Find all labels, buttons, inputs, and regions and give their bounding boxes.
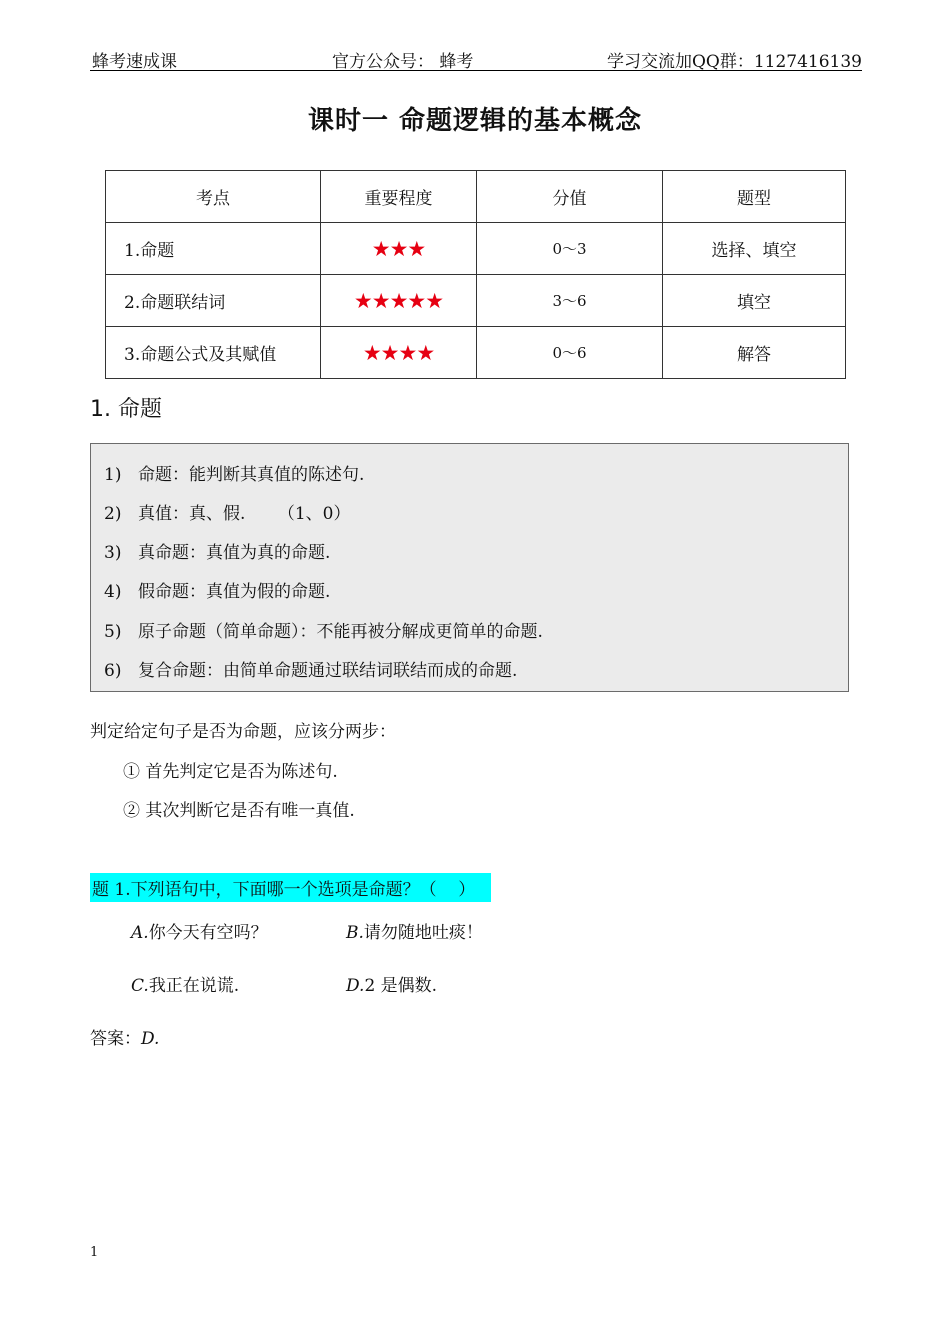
definition-text: 原子命题（简单命题）：不能再被分解成更简单的命题. [138,622,543,642]
definition-number: 2) [104,504,122,524]
definition-text: 假命题：真值为假的命题. [138,582,331,602]
exam-points-table [105,170,846,379]
type-cell: 解答 [663,327,846,379]
score-cell: 0～6 [477,327,663,379]
definition-item [104,499,350,524]
option-c [131,971,239,996]
judgement-intro: 判定给定句子是否为命题，应该分两步： [90,722,396,742]
topic-cell: 1.命题 [106,223,321,275]
page-number: 1 [90,1245,99,1260]
definition-number: 3) [104,543,122,563]
topic-cell: 3.命题公式及其赋值 [106,327,321,379]
definition-text: 复合命题：由简单命题通过联结词联结而成的命题. [138,661,518,681]
page-header [90,46,862,71]
option-text: 请勿随地吐痰！ [363,923,483,943]
definition-number: 6) [104,661,122,681]
option-letter: A. [131,923,149,943]
definition-number: 5) [104,622,122,642]
option-letter: B. [346,923,364,943]
topic-cell: 2.命题联结词 [106,275,321,327]
definition-item [104,538,330,563]
definition-number: 4) [104,582,122,602]
header-official-account: 官方公众号： 蜂考 [332,52,474,72]
judgement-step: ① 首先判定它是否为陈述句. [123,762,338,782]
answer-line [90,1024,159,1049]
header-cell-score: 分值 [477,171,663,223]
option-letter: C. [131,976,149,996]
definition-text: 真值：真、假. （1、0） [138,504,351,524]
question-stem [90,873,491,902]
option-b [346,918,483,943]
table-header-row [106,171,846,223]
importance-cell [321,275,477,327]
question-stem-highlight: 题 1.下列语句中，下面哪一个选项是命题？（ ） [90,873,491,902]
header-cell-topic: 考点 [106,171,321,223]
type-cell: 填空 [663,275,846,327]
score-cell: 3～6 [477,275,663,327]
judgement-step: ② 其次判断它是否有唯一真值. [123,801,355,821]
type-cell: 选择、填空 [663,223,846,275]
option-text: 你今天有空吗？ [148,923,268,943]
option-a [131,918,268,943]
definition-text: 真命题：真值为真的命题. [138,543,331,563]
option-text: 我正在说谎. [148,976,240,996]
definition-number: 1) [104,465,122,485]
table-row [106,327,846,379]
answer-label: 答案： [90,1029,141,1049]
importance-stars: ★★★ [371,236,426,261]
definition-item [104,577,330,602]
score-cell: 0～3 [477,223,663,275]
definition-item [104,460,364,485]
header-brand: 蜂考速成课 [92,52,177,72]
header-cell-importance: 重要程度 [321,171,477,223]
option-letter: D. [346,976,365,996]
option-text: 2 是偶数. [364,976,438,996]
table-row [106,275,846,327]
lesson-title: 课时一 命题逻辑的基本概念 [307,106,643,136]
table-row [106,223,846,275]
importance-stars: ★★★★ [362,340,435,365]
importance-cell [321,327,477,379]
header-qq-group: 学习交流加QQ群：1127416139 [606,52,862,72]
importance-cell [321,223,477,275]
definition-item [104,617,543,642]
option-d [346,971,437,996]
section-title-proposition: 1. 命题 [90,397,162,422]
definition-text: 命题：能判断其真值的陈述句. [138,465,365,485]
importance-stars: ★★★★★ [353,288,444,313]
definition-item [104,656,517,681]
definition-box [90,443,849,692]
answer-value: D. [141,1029,160,1049]
header-cell-type: 题型 [663,171,846,223]
